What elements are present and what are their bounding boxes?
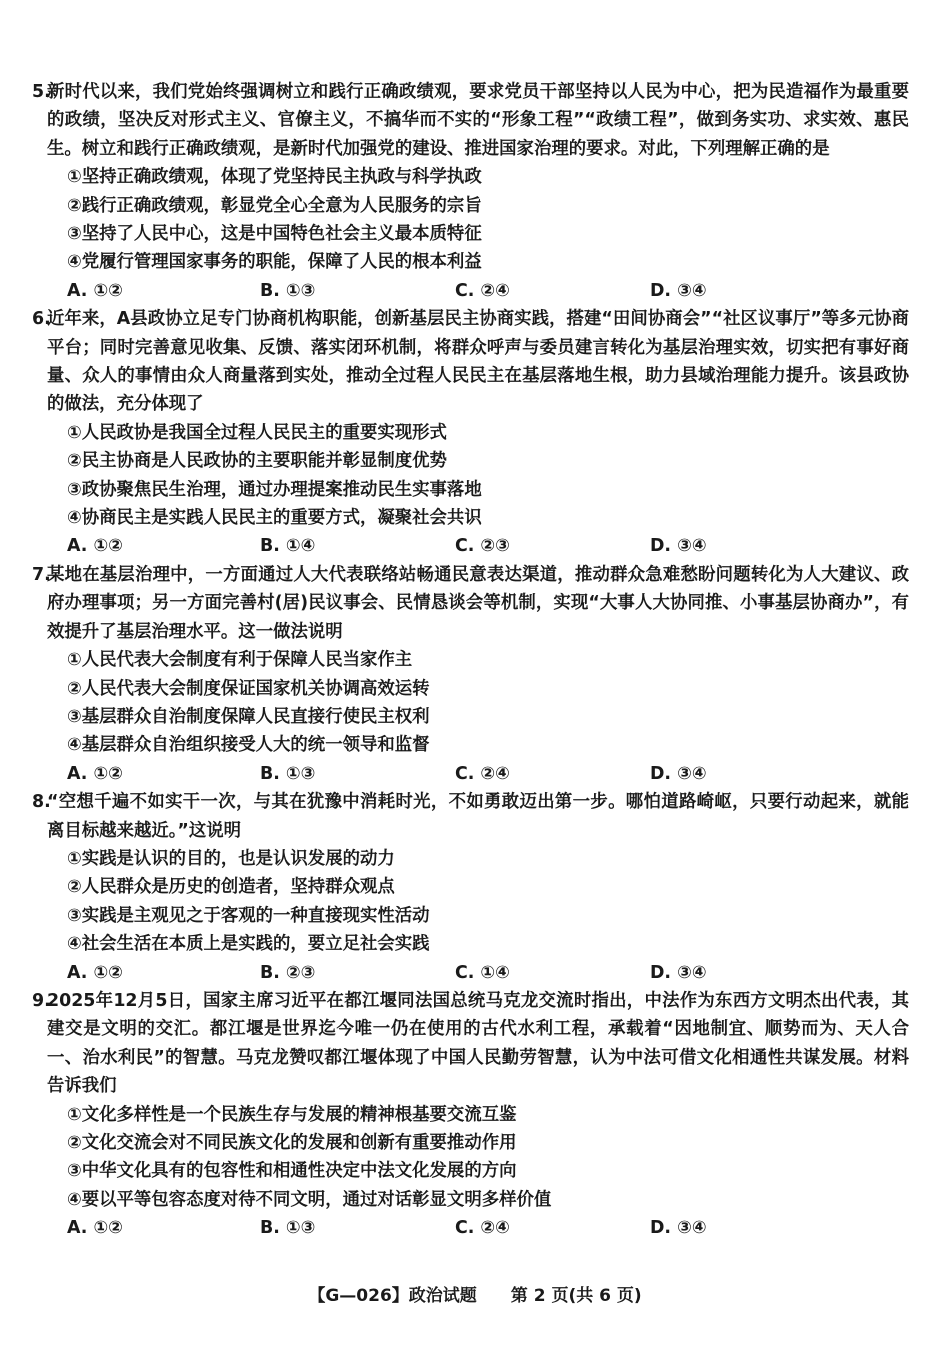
choice-c: C. ②④ [455, 1218, 510, 1239]
option-statement: ①人民政协是我国全过程人民民主的重要实现形式 [67, 422, 447, 443]
question-number: 9. [32, 990, 51, 1011]
question-text: 新时代以来，我们党始终强调树立和践行正确政绩观，要求党员干部坚持以人民为中心，把为民造福作为最重要的政绩，坚决反对形式主义、官僚主义，不搞华而不实的“形象工程”“政绩工程”，做到务实功、求实效、惠民生。树立和践行正确政绩观，是新时代加强党的建设、推进国家治理的要求。对此，下列理解正确的是 [47, 82, 909, 159]
option-statement: ③坚持了人民中心，这是中国特色社会主义最本质特征 [67, 224, 482, 245]
choice-d: D. ③④ [650, 280, 707, 301]
question-6 [0, 305, 950, 561]
option-statement: ②民主协商是人民政协的主要职能并彰显制度优势 [67, 451, 447, 472]
choice-a: A. ①② [67, 962, 123, 983]
question-9 [0, 987, 950, 1243]
question-number: 6. [32, 309, 51, 330]
option-statement: ④社会生活在本质上是实践的，要立足社会实践 [67, 934, 430, 955]
choice-b: B. ①④ [260, 536, 316, 557]
question-text: “空想千遍不如实干一次，与其在犹豫中消耗时光，不如勇敢迈出第一步。哪怕道路崎岖，只要行动起来，就能离目标越来越近。”这说明 [47, 792, 909, 841]
answer-choices [0, 1214, 950, 1242]
option-statement: ①实践是认识的目的，也是认识发展的动力 [67, 848, 395, 869]
exam-code: 【G—026】政治试题 [308, 1286, 477, 1306]
choice-d: D. ③④ [650, 763, 707, 784]
choice-a: A. ①② [67, 280, 123, 301]
choice-c: C. ①④ [455, 962, 510, 983]
answer-choices [0, 277, 950, 305]
exam-page [0, 78, 950, 1243]
option-statement: ④要以平等包容态度对待不同文明，通过对话彰显文明多样价值 [67, 1189, 552, 1210]
question-number: 5. [32, 82, 51, 102]
choice-d: D. ③④ [650, 1218, 707, 1239]
option-statement: ②文化交流会对不同民族文化的发展和创新有重要推动作用 [67, 1132, 517, 1153]
question-stem [32, 987, 909, 1101]
option-statement: ③中华文化具有的包容性和相通性决定中法文化发展的方向 [67, 1161, 517, 1182]
question-stem [32, 788, 909, 845]
choice-c: C. ②③ [455, 536, 510, 557]
option-statement: ①文化多样性是一个民族生存与发展的精神根基要交流互鉴 [67, 1104, 517, 1125]
option-statement: ③基层群众自治制度保障人民直接行使民主权利 [67, 706, 430, 727]
option-statement: ①人民代表大会制度有利于保障人民当家作主 [67, 650, 413, 671]
question-7 [0, 561, 950, 788]
option-statement: ④党履行管理国家事务的职能，保障了人民的根本利益 [67, 252, 482, 273]
choice-b: B. ①③ [260, 763, 316, 784]
option-statement: ③政协聚焦民生治理，通过办理提案推动民生实事落地 [67, 479, 482, 500]
choice-a: A. ①② [67, 1218, 123, 1239]
option-statement: ③实践是主观见之于客观的一种直接现实性活动 [67, 905, 430, 926]
question-8 [0, 788, 950, 987]
option-statement: ②人民群众是历史的创造者，坚持群众观点 [67, 877, 395, 898]
question-text: 某地在基层治理中，一方面通过人大代表联络站畅通民意表达渠道，推动群众急难愁盼问题转化为人大建议、政府办理事项；另一方面完善村(居)民议事会、民情恳谈会等机制，实现“大事人大协同推、小事基层协商办”，有效提升了基层治理水平。这一做法说明 [47, 564, 909, 642]
question-number: 8. [32, 792, 51, 813]
option-statement: ②践行正确政绩观，彰显党全心全意为人民服务的宗旨 [67, 195, 482, 216]
choice-d: D. ③④ [650, 962, 707, 983]
choice-d: D. ③④ [650, 536, 707, 557]
answer-choices [0, 760, 950, 788]
option-statement: ④协商民主是实践人民民主的重要方式，凝聚社会共识 [67, 508, 482, 529]
page-footer [0, 1284, 950, 1308]
choice-b: B. ①③ [260, 280, 316, 301]
choice-b: B. ①③ [260, 1218, 316, 1239]
choice-b: B. ②③ [260, 962, 316, 983]
question-5 [0, 78, 950, 305]
option-statement: ②人民代表大会制度保证国家机关协调高效运转 [67, 678, 430, 699]
choice-a: A. ①② [67, 763, 123, 784]
question-stem [32, 305, 909, 419]
question-number: 7. [32, 564, 51, 585]
option-statement: ④基层群众自治组织接受人大的统一领导和监督 [67, 735, 430, 756]
choice-a: A. ①② [67, 536, 123, 557]
choice-c: C. ②④ [455, 280, 510, 301]
question-stem [32, 78, 909, 163]
answer-choices [0, 959, 950, 987]
page-number: 第 2 页(共 6 页) [510, 1286, 642, 1306]
answer-choices [0, 532, 950, 560]
option-statement: ①坚持正确政绩观，体现了党坚持民主执政与科学执政 [67, 167, 482, 188]
choice-c: C. ②④ [455, 763, 510, 784]
question-text: 近年来，A县政协立足专门协商机构职能，创新基层民主协商实践，搭建“田间协商会”“社区议事厅”等多元协商平台；同时完善意见收集、反馈、落实闭环机制，将群众呼声与委员建言转化为基层治理实效，切实把有事好商量、众人的事情由众人商量落到实处，推动全过程人民民主在基层落地生根，助力县域治理能力提升。该县政协的做法，充分体现了 [47, 309, 909, 415]
question-text: 2025年12月5日，国家主席习近平在都江堰同法国总统马克龙交流时指出，中法作为东西方文明杰出代表，其建交是文明的交汇。都江堰是世界迄今唯一仍在使用的古代水利工程，承载着“因地制宜、顺势而为、天人合一、治水利民”的智慧。马克龙赞叹都江堰体现了中国人民勤劳智慧，认为中法可借文化相通性共谋发展。材料告诉我们 [47, 990, 909, 1097]
question-stem [32, 561, 909, 646]
